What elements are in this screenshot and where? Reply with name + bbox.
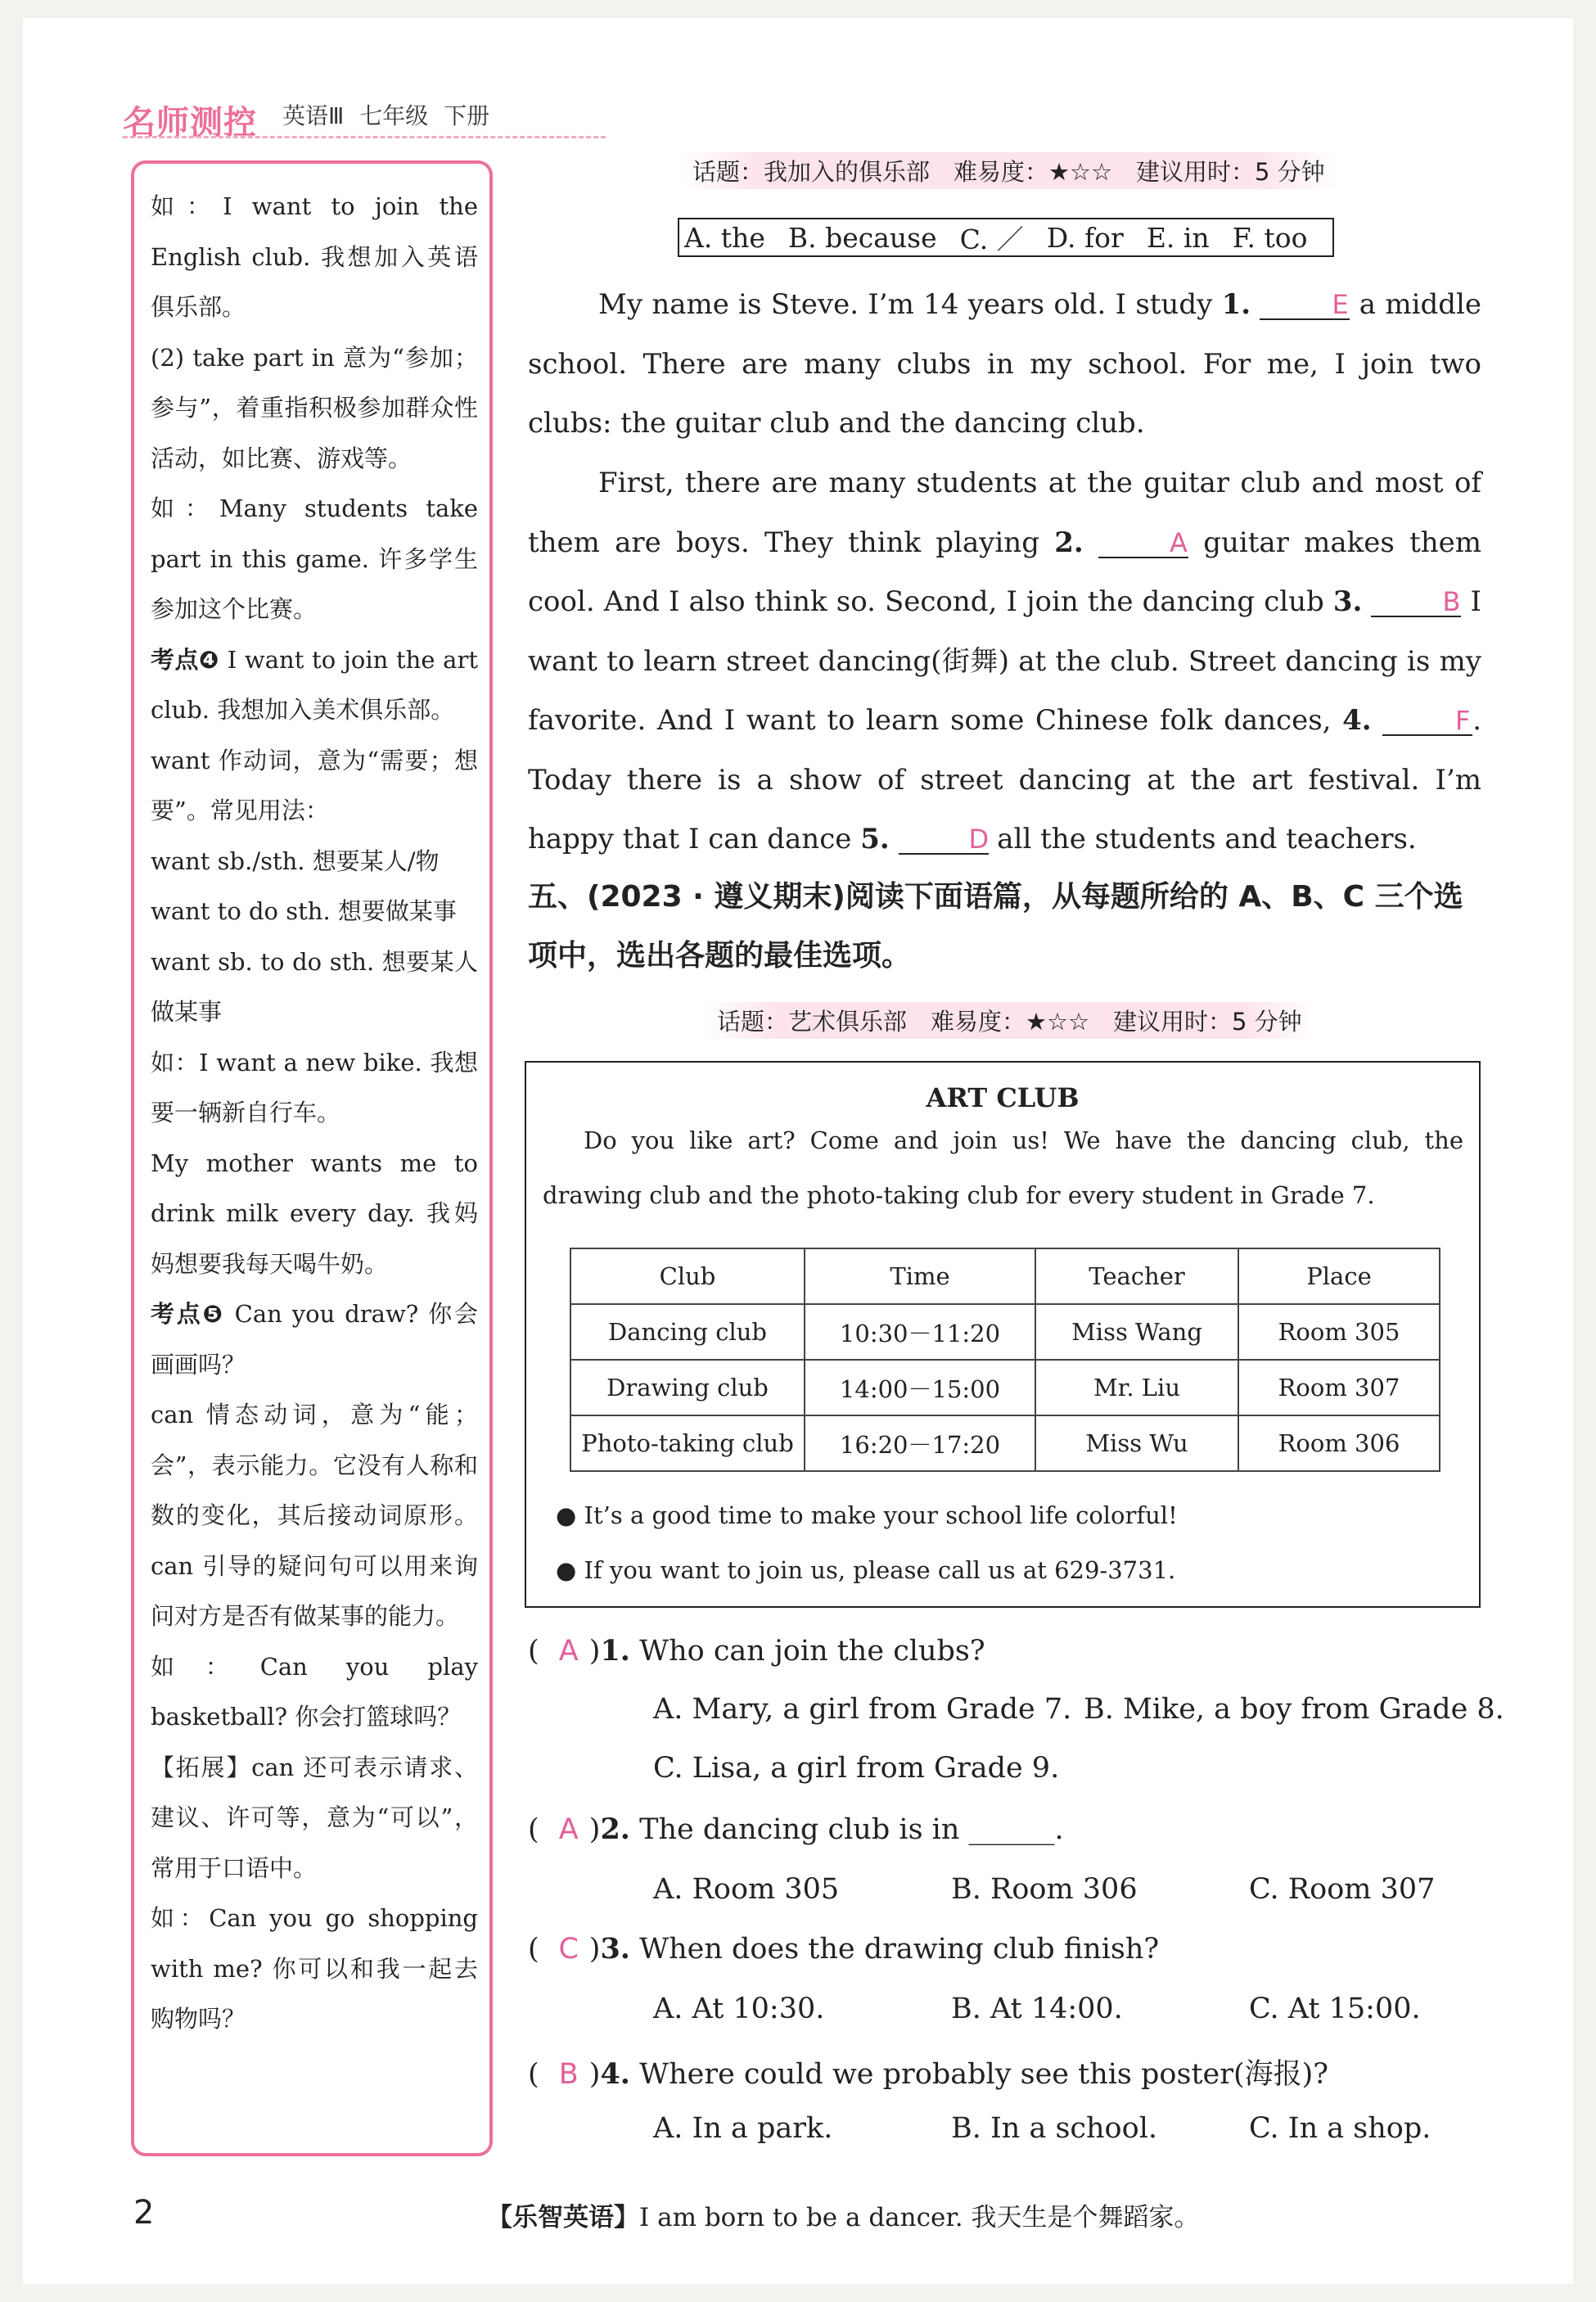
- table-header: Teacher: [1035, 1248, 1238, 1304]
- table-cell: Dancing club: [570, 1304, 805, 1360]
- option[interactable]: B. Room 306: [951, 1873, 1138, 1906]
- answer-blank[interactable]: D: [899, 825, 989, 855]
- answer-mark[interactable]: C: [558, 1933, 579, 1966]
- table-cell: Miss Wang: [1035, 1304, 1238, 1360]
- option[interactable]: C. Room 307: [1249, 1873, 1436, 1906]
- option[interactable]: A. Room 305: [653, 1873, 840, 1906]
- table-row: [570, 1360, 1440, 1415]
- note-item: want to do sth. 想要做某事: [151, 897, 457, 925]
- note-item: 考点❹ I want to join the art club. 我想加入美术俱乐部。: [151, 645, 478, 724]
- answer-blank[interactable]: E: [1260, 291, 1350, 320]
- section-title: 五、(2023 · 遵义期末)阅读下面语篇，从每题所给的 A、B、C 三个选项中，选出各题的最佳选项。: [528, 880, 1463, 973]
- table-cell: 10:30－11:20: [805, 1304, 1035, 1360]
- table-cell: Room 305: [1238, 1304, 1440, 1360]
- answer-mark[interactable]: A: [558, 1635, 579, 1668]
- answer-mark[interactable]: A: [558, 1813, 579, 1846]
- answer-blank[interactable]: A: [1098, 529, 1188, 558]
- note-item: 【拓展】can 还可表示请求、建议、许可等，意为“可以”，常用于口语中。: [151, 1753, 478, 1882]
- book-subtitle: 英语Ⅲ 七年级 下册: [282, 102, 490, 129]
- table-cell: Mr. Liu: [1035, 1360, 1238, 1415]
- answer-blank[interactable]: F: [1382, 706, 1472, 736]
- question-2: ( A )2. The dancing club is in ______.: [528, 1812, 1064, 1846]
- note-item: My mother wants me to drink milk every day. 我妈妈想要我每天喝牛奶。: [151, 1149, 478, 1278]
- option[interactable]: A. At 10:30.: [653, 1993, 825, 2025]
- table-header: Club: [570, 1248, 805, 1304]
- option[interactable]: B. In a school.: [951, 2112, 1158, 2145]
- poster-text: Do you like art? Come and join us! We have the dancing club, the drawing club and the photo-taking club for every student in Grade 7.: [543, 1126, 1463, 1209]
- option[interactable]: C. At 15:00.: [1249, 1993, 1421, 2025]
- word-options-box: [678, 218, 1334, 257]
- table-header: Time: [805, 1248, 1035, 1304]
- option[interactable]: C. In a shop.: [1249, 2112, 1431, 2145]
- table-cell: Miss Wu: [1035, 1415, 1238, 1471]
- note-item: 如：I want a new bike. 我想要一辆新自行车。: [151, 1048, 478, 1126]
- table-header-row: [570, 1248, 1440, 1304]
- table-cell: Photo-taking club: [570, 1415, 805, 1471]
- table-row: [570, 1304, 1440, 1360]
- club-table: [570, 1248, 1440, 1472]
- table-cell: Room 306: [1238, 1415, 1440, 1471]
- note-item: (2) take part in 意为“参加；参与”，着重指积极参加群众性活动，如比赛、游戏等。: [151, 343, 478, 472]
- word-option: B. because: [787, 221, 937, 254]
- table-cell: 16:20－17:20: [805, 1415, 1035, 1471]
- cloze-paragraph-1: My name is Steve. I’m 14 years old. I study 1. E a middle school. There are many clubs in my school. For me, I join two clubs: the guitar club and the dancing club.: [528, 288, 1481, 440]
- note-item: 如：Can you go shopping with me? 你可以和我一起去购物吗？: [151, 1904, 478, 2033]
- topic-banner: 话题：我加入的俱乐部 难易度：★☆☆ 建议用时：5 分钟: [681, 152, 1337, 189]
- art-club-poster: [525, 1061, 1481, 1608]
- note-item: 如：Many students take part in this game. 许多学生参加这个比赛。: [151, 494, 478, 623]
- cloze-paragraph-2: First, there are many students at the guitar club and most of them are boys. They think playing 2. A guitar makes them cool. And I also think so. Second, I join the dancing club 3. B I want to learn street dancing(街舞) at the club. Street dancing is my favorite. And I want to learn some Chinese folk dances, 4. F. Today there is a show of street dancing at the art festival. I’m happy that I can dance 5. D all the students and teachers.: [528, 467, 1482, 855]
- poster-bullet: ● If you want to join us, please call us at 629-3731.: [556, 1556, 1176, 1584]
- word-option: F. too: [1232, 221, 1308, 254]
- page-number: 2: [133, 2194, 155, 2232]
- option[interactable]: A. In a park.: [653, 2112, 833, 2145]
- question-1: ( A )1. Who can join the clubs?: [528, 1634, 985, 1668]
- word-option: E. in: [1146, 221, 1210, 254]
- question-4: ( B )4. Where could we probably see this poster(海报)?: [528, 2057, 1329, 2091]
- option[interactable]: B. Mike, a boy from Grade 8.: [1084, 1693, 1504, 1726]
- poster-bullet: ● It’s a good time to make your school life colorful!: [556, 1501, 1178, 1529]
- word-option: D. for: [1046, 221, 1124, 254]
- note-item: want 作动词，意为“需要；想要”。常见用法：: [151, 746, 478, 824]
- note-item: 考点❺ Can you draw? 你会画画吗？: [151, 1300, 478, 1379]
- option[interactable]: A. Mary, a girl from Grade 7.: [653, 1693, 1072, 1726]
- answer-mark[interactable]: B: [558, 2058, 579, 2091]
- footer-quote: 【乐智英语】I am born to be a dancer. 我天生是个舞蹈家。: [487, 2203, 1200, 2232]
- table-row: [570, 1415, 1440, 1471]
- poster-title: ART CLUB: [926, 1082, 1080, 1113]
- option[interactable]: C. Lisa, a girl from Grade 9.: [653, 1752, 1060, 1785]
- note-item: 如：I want to join the English club. 我想加入英语俱乐部。: [151, 192, 478, 321]
- table-cell: Room 307: [1238, 1360, 1440, 1415]
- note-item: want sb./sth. 想要某人/物: [151, 846, 440, 875]
- footer-brand: 【乐智英语】: [487, 2203, 639, 2232]
- header-divider: [123, 136, 606, 138]
- word-option: A. the: [684, 221, 765, 254]
- question-3: ( C )3. When does the drawing club finish?: [528, 1932, 1160, 1966]
- topic-banner: 话题：艺术俱乐部 难易度：★☆☆ 建议用时：5 分钟: [706, 1002, 1314, 1039]
- note-item: can 情态动词，意为“能；会”，表示能力。它没有人称和数的变化，其后接动词原形。can 引导的疑问句可以用来询问对方是否有做某事的能力。: [151, 1401, 478, 1630]
- word-option: C. ／: [959, 223, 1024, 255]
- note-item: 如：Can you play basketball? 你会打篮球吗？: [151, 1652, 478, 1731]
- key-point-label: 考点❹: [151, 645, 220, 674]
- table-cell: 14:00－15:00: [805, 1360, 1035, 1415]
- option[interactable]: B. At 14:00.: [951, 1993, 1123, 2025]
- table-header: Place: [1238, 1248, 1440, 1304]
- key-point-label: 考点❺: [151, 1300, 225, 1328]
- answer-blank[interactable]: B: [1371, 588, 1461, 617]
- table-cell: Drawing club: [570, 1360, 805, 1415]
- note-item: want sb. to do sth. 想要某人做某事: [151, 947, 478, 1026]
- brand-logo: 名师测控: [123, 104, 257, 142]
- notes-sidebar: [131, 160, 493, 2156]
